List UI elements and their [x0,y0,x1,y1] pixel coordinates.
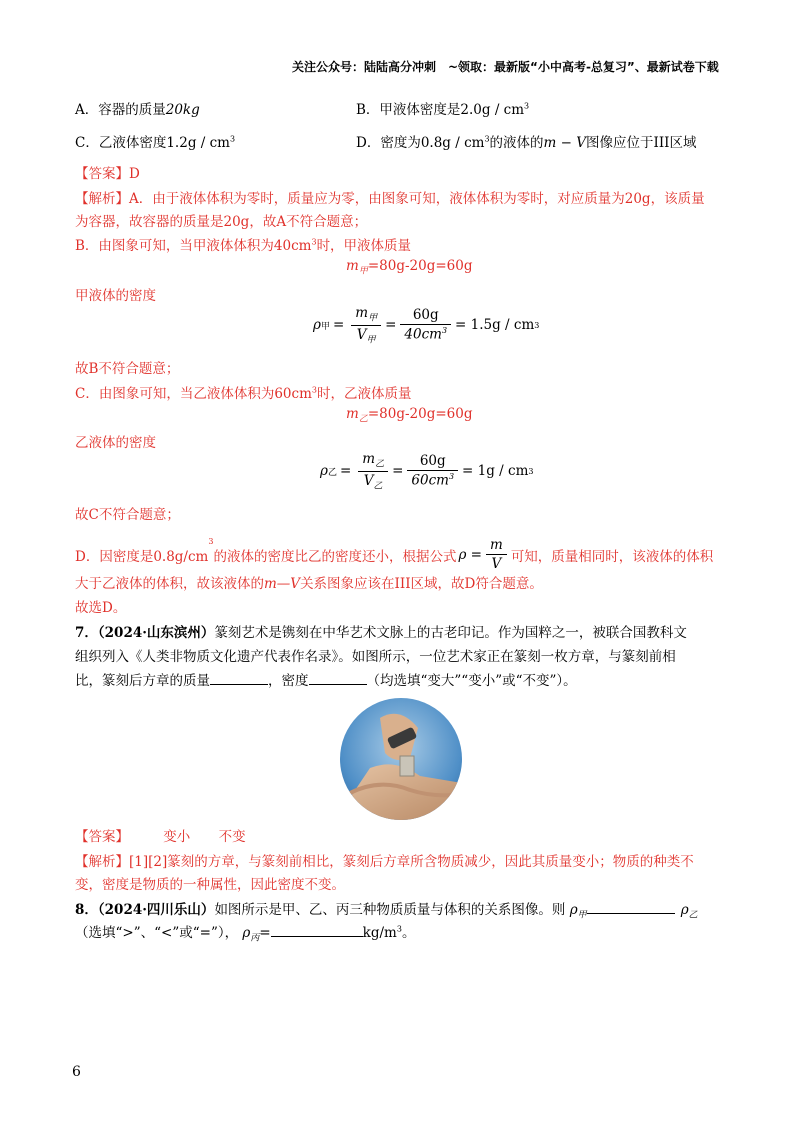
q7-number: 7． [75,625,98,641]
q6-exp-b-1 [75,234,411,254]
q6-m-yi-eq: =80g-20g=60g [367,406,473,422]
q8-tail: 。 [401,925,416,941]
formula-density-jia: ρ 甲 = $\frac{m_甲}{V_甲}$ = $\frac{60g}{40cm^3}$ = 1.5g / cm 3 [313,305,540,346]
q6-exp-d-2a: 大于乙液体的体积，故该液体的 [75,576,264,592]
f2-n2: 60g [407,453,458,471]
q6-exp-c-sup: 3 [311,385,317,395]
page-header: 关注公众号：陆陆高分冲刺 ~领取：最新版“小中高考-总复习”、最新试卷下载 [292,60,719,74]
q7-text-1: 篆刻艺术是镌刻在中华艺术文脉上的古老印记。作为国粹之一，被联合国教科文 [214,625,687,641]
q6-m-yi-sub: 乙 [358,414,368,425]
q6-exp-b-sup: 3 [311,237,317,247]
option-c-sup: 3 [229,134,236,144]
f2-result: = 1g / cm [462,463,529,480]
q6-exp-a-1: 【解析】A．由于液体体积为零时，质量应为零，由图象可知，液体体积为零时，对应质量为20g，该质量 [75,191,705,207]
q8-sub-yi: 乙 [688,910,698,921]
q6-exp-b-1a: B．由图象可知，当甲液体体积为40cm [75,238,312,254]
q6-choose: 故选D。 [75,600,127,616]
q8-text-1: 如图所示是甲、乙、丙三种物质质量与体积的关系图像。则 [214,902,566,918]
option-b-value: 2.0g / cm [460,102,525,118]
q6-exp-d-1a: D．因密度是0.8g/cm [75,548,209,565]
f1-result: = 1.5g / cm [455,317,535,334]
f1-d2-sup: 3 [441,326,448,336]
q7-text-3c: （均选填“变大”“变小”或“不变”）。 [366,673,577,689]
f1-rho: ρ [313,317,321,334]
f2-rho: ρ [320,463,328,480]
q6-m-jia-symbol: m [346,258,359,274]
q6-exp-d-1c: 可知，质量相同时，该液体的体积 [510,548,714,565]
f2-den: V [363,472,374,489]
q7-exp-2: 变，密度是物质的一种属性，因此密度不变。 [75,877,345,893]
option-a-value: 20kg [165,102,200,118]
option-c-value: 1.2g / cm [166,135,230,151]
q8-rho-yi: ρ [680,902,689,918]
q6-exp-d-2 [75,572,543,592]
q6-density-jia-label: 甲液体的密度 [75,288,156,304]
f2-rho-sub: 乙 [327,467,337,478]
q8-line-1 [75,898,698,921]
option-a [75,98,200,118]
q8-sub-jia: 甲 [577,910,587,921]
q7-answer-label: 【答案】 [75,829,129,845]
q7-blank-mass[interactable] [210,672,268,685]
option-d-value: 0.8g / cm [420,135,485,151]
q6-exp-d-1b: 的液体的密度比乙的密度还小，根据公式 [213,548,457,565]
q6-density-yi-label: 乙液体的密度 [75,435,156,451]
q6-m-yi-symbol: m [346,406,359,422]
q8-rho-bing: ρ [242,925,251,941]
f2-num-sub: 乙 [375,459,385,470]
q6-not-b: 故B不符合题意； [75,361,180,377]
f2-d2-sup: 3 [448,472,455,482]
q7-answer [75,825,246,845]
q7-text-3b: ，密度 [268,673,309,689]
option-b-prefix: B．甲液体密度是 [356,102,461,118]
q6-m-jia [346,258,472,277]
q7-blank-density[interactable] [309,672,367,685]
f1-d2: 40cm [404,326,442,343]
f1-den: V [356,326,367,343]
q6-exp-c-1b: 时，乙液体质量 [316,386,412,402]
seal-carving-photo [340,698,462,820]
q8-unit: kg/m [362,925,397,941]
q8-number: 8． [75,902,98,918]
page-number: 6 [72,1064,81,1080]
f1-num: m [355,305,369,321]
f2-result-sup: 3 [528,466,534,476]
f1-frac-symbolic [351,305,381,345]
q8-tag: （2024·四川乐山） [97,902,215,918]
q8-blank-compare[interactable] [587,901,675,914]
q6-exp-a-2: 为容器，故容器的质量是20g，故A不符合题意； [75,214,368,230]
q6-exp-d-sup: 3 [208,537,214,546]
q7-answer-2: 不变 [218,829,246,845]
option-d-sup: 3 [484,134,490,144]
q8-line-2 [75,921,415,944]
f1-frac-numeric [400,307,451,343]
q7-line-3 [75,669,577,689]
f1-den-sub: 甲 [366,335,376,346]
q6-exp-d-1 [75,537,713,572]
option-c-prefix: C．乙液体密度 [75,135,167,151]
q8-sub-bing: 丙 [250,933,260,944]
f1-rho-sub: 甲 [320,321,330,332]
q7-exp-1: 【解析】[1][2]篆刻的方章，与篆刻前相比，篆刻后方章所含物质减少，因此其质量变小；物质的种类不 [75,854,694,870]
q8-text-2a: （选填“>”、“<”或“=”）， [75,925,239,941]
q6-m-jia-sub: 甲 [358,266,368,277]
f1-num-sub: 甲 [368,313,378,324]
q6-answer: 【答案】D [75,166,140,182]
q7-tag: （2024·山东滨州） [97,625,215,641]
q7-line-1 [75,621,687,641]
q8-unit-sup: 3 [396,924,402,934]
q8-blank-density[interactable] [271,924,363,937]
f2-frac-symbolic [358,451,388,491]
q8-eq: = [259,925,271,941]
seal-carving-illustration [340,698,462,820]
option-b [356,98,529,118]
option-c [75,131,235,151]
option-b-sup: 3 [524,101,530,111]
f2-num: m [362,451,376,467]
q6-exp-c-1 [75,382,411,402]
option-a-prefix: A．容器的质量 [75,102,166,118]
q7-line-2: 组织列入《人类非物质文化遗产代表作名录》。如图所示，一位艺术家正在篆刻一枚方章，与篆刻前相 [75,649,676,665]
q6-formula-frac [486,537,507,572]
q6-exp-c-1a: C．由图象可知，当乙液体体积为60cm [75,386,312,402]
option-d [356,131,696,151]
option-d-mid: 的液体的 [489,135,544,151]
formula-density-yi: ρ 乙 = $\frac{m_乙}{V_乙}$ = $\frac{60g}{60cm^3}$ = 1g / cm 3 [320,451,534,492]
q6-formula-rho: ρ = [458,546,482,563]
q8-rho-jia: ρ [569,902,578,918]
f2-d2: 60cm [411,472,449,489]
q6-formula-v: V [491,556,502,572]
q6-m-jia-eq: =80g-20g=60g [367,258,473,274]
f2-den-sub: 乙 [373,481,383,492]
q6-m-yi [346,406,472,425]
option-d-mv: m − V [543,135,586,151]
f1-result-sup: 3 [534,320,540,330]
q6-formula-m: m [486,537,507,555]
option-d-prefix: D．密度为 [356,135,421,151]
option-d-suffix: 图像应位于III区域 [585,135,697,151]
q6-exp-d-2b: 关系图象应该在III区域，故D符合题意。 [300,576,543,592]
f1-n2: 60g [400,307,451,325]
q6-not-c: 故C不符合题意； [75,507,180,523]
f2-frac-numeric [407,453,458,489]
q6-exp-b-1b: 时，甲液体质量 [316,238,412,254]
q7-text-3a: 比，篆刻后方章的质量 [75,673,210,689]
q6-exp-d-mv: m—V [264,576,301,592]
q7-answer-1: 变小 [163,829,191,845]
